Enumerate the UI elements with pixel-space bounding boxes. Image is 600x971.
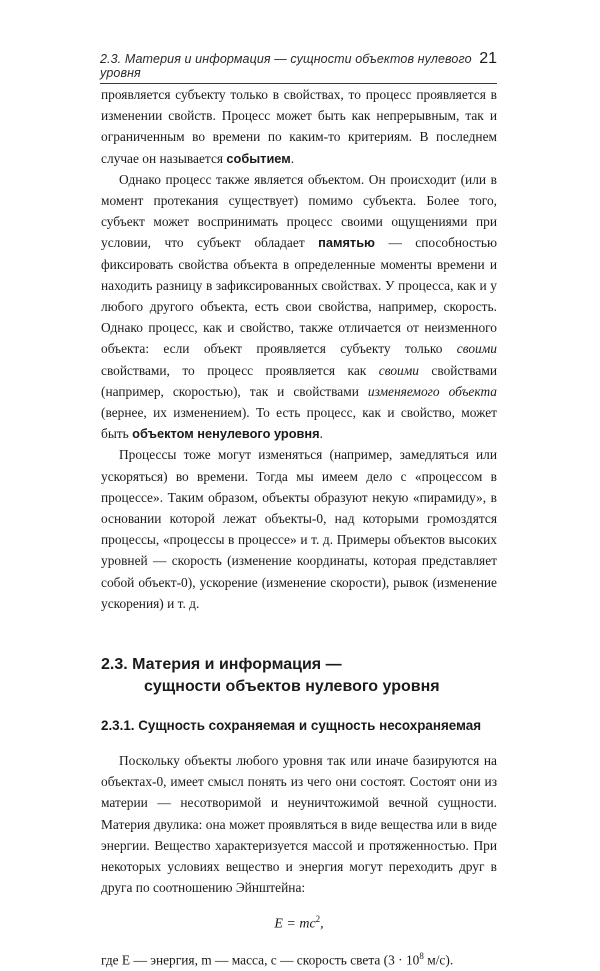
- paragraph-2: Однако процесс также является объектом. Он происходит (или в момент протекания существует) помимо субъекта. Более того, субъект может воспринимать процесс своими ощущениями при условии, что субъект обладает памятью — способностью фиксировать свойства объекта в определенные моменты времени и находить разницу в зафиксированных свойствах. У процесса, как и у любого другого объекта, есть свои свойства, например, скорость. Однако процесс, как и свойство, также отличается от неизменного объекта: если объект проявляется субъекту только своими свойствами, то процесс проявляется как своими свойствами (например, скоростью), так и свойствами изменяемого объекта (вернее, их изменением). То есть процесс, как и свойство, может быть объектом ненулевого уровня.: [101, 171, 497, 442]
- paragraph-1: проявляется субъекту только в свойствах, то процесс проявляется в изменении свойств. Процесс может быть как непрерывным, так и ограниченным во времени по каким-то критериям. В последнем случае он называется событием.: [101, 87, 497, 166]
- running-header: [100, 50, 497, 84]
- paragraph-3: Процессы тоже могут изменяться (например, замедляться или ускоряться) во времени. Тогда мы имеем дело с «процессом в процессе». Таким образом, объекты образуют некую «пирамиду», в основании которой лежат объекты-0, над которыми громоздятся процессы, «процессы в процессе» и т. д. Примеры объектов высоких уровней — скорость (изменение координаты, которая представляет собой объект-0), ускорение (изменение скорости), рывок (изменение ускорения) и т. д.: [101, 447, 497, 611]
- subsection-heading: 2.3.1. Сущность сохраняемая и сущность несохраняемая: [101, 718, 482, 734]
- term-memory: памятью: [318, 235, 375, 251]
- einstein-formula: $E = mc^2$,: [274, 913, 324, 932]
- term-nonzero-level-object: объектом ненулевого уровня: [132, 426, 320, 442]
- section-heading: 2.3. Материя и информация — сущности объектов нулевого уровня: [101, 656, 440, 696]
- term-event: событием: [226, 150, 291, 166]
- formula-legend: где E — энергия, m — масса, c — скорость света ($3 \cdot 10^8$ м/с).: [101, 951, 454, 968]
- paragraph-4: Поскольку объекты любого уровня так или иначе базируются на объектах-0, имеет смысл понять из чего они состоят. Состоят они из материи — несотворимой и неуничтожимой вечной сущности. Материя двулика: она может проявляться в виде вещества или в виде энергии. Вещество характеризуется массой и протяженностью. При некоторых условиях вещество и энергия могут переходить друг в друга по соотношению Эйнштейна:: [101, 753, 497, 896]
- running-title: 2.3. Материя и информация — сущности объектов нулевого уровня: [100, 52, 472, 80]
- page-body: [101, 84, 497, 971]
- page-number: 21: [479, 50, 497, 67]
